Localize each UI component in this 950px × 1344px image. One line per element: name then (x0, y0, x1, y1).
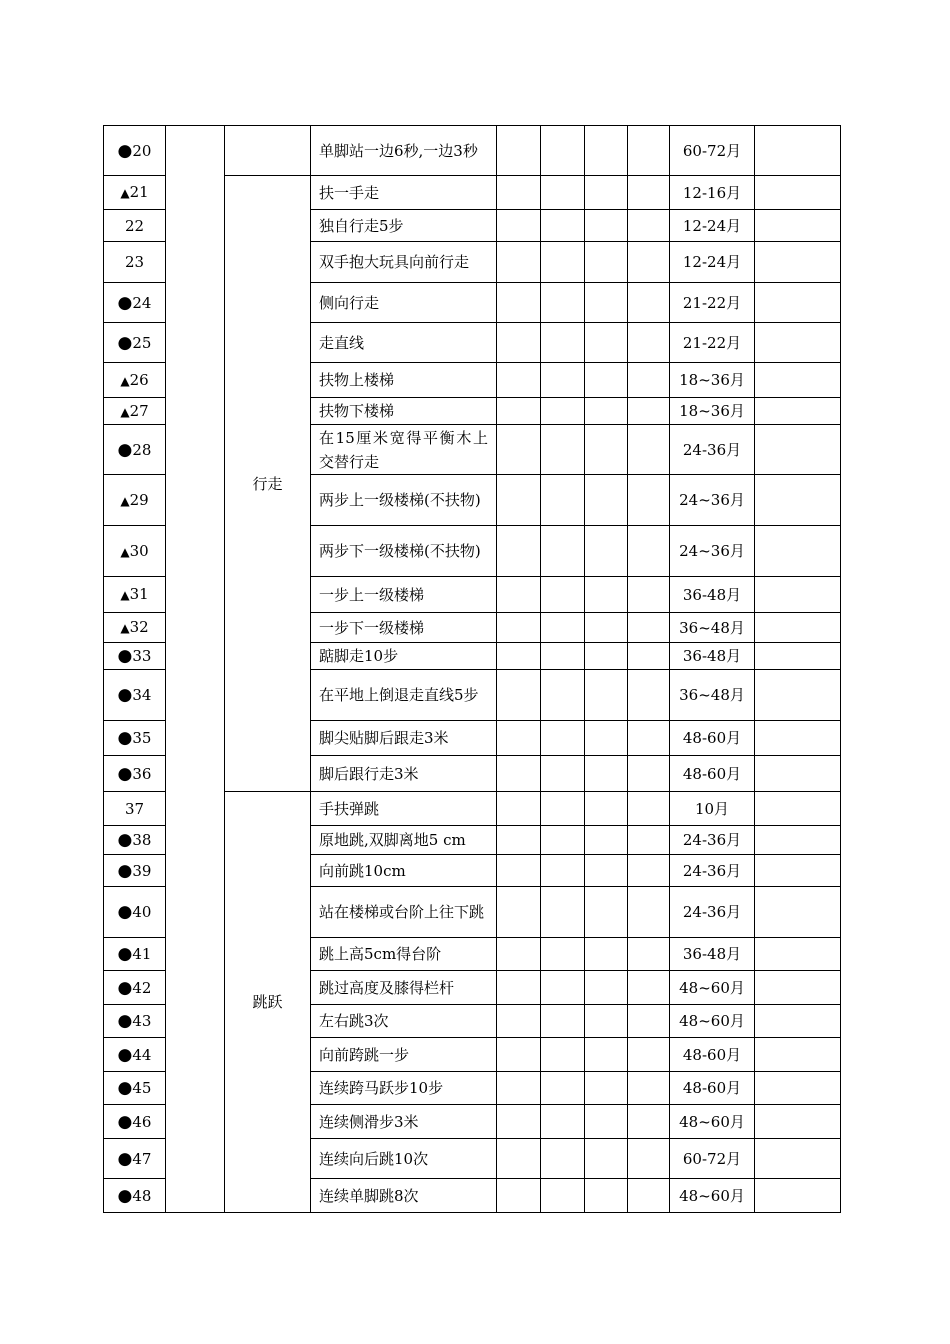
score-cell (585, 756, 628, 792)
score-cell (585, 242, 628, 283)
score-cell (628, 792, 670, 826)
score-cell (497, 721, 541, 756)
filled-circle-marker-icon: ● (117, 977, 133, 998)
filled-circle-marker-icon: ● (117, 1148, 133, 1169)
age-range: 36-48月 (670, 577, 755, 613)
score-cell (541, 1038, 585, 1072)
score-cell (628, 887, 670, 938)
score-cell (497, 971, 541, 1005)
age-range: 48~60月 (670, 971, 755, 1005)
item-description: 向前跳10cm (311, 855, 497, 887)
age-range: 21-22月 (670, 323, 755, 363)
age-range: 48-60月 (670, 1038, 755, 1072)
age-range: 48~60月 (670, 1005, 755, 1038)
item-number (104, 1139, 166, 1179)
notes-cell (755, 126, 841, 176)
score-cell (541, 475, 585, 526)
score-cell (497, 756, 541, 792)
score-cell (585, 526, 628, 577)
score-cell (497, 425, 541, 475)
score-cell (628, 971, 670, 1005)
score-cell (628, 1139, 670, 1179)
score-cell (585, 887, 628, 938)
score-cell (497, 1179, 541, 1213)
triangle-marker-icon: ▲ (120, 544, 130, 559)
filled-circle-marker-icon: ● (117, 1078, 133, 1098)
notes-cell (755, 1105, 841, 1139)
item-number-text: 48 (132, 1186, 152, 1205)
score-cell (541, 210, 585, 242)
item-number (104, 526, 166, 577)
score-cell (585, 826, 628, 855)
item-number-text: 22 (124, 216, 145, 235)
item-number (104, 887, 166, 938)
notes-cell (755, 242, 841, 283)
notes-cell (755, 526, 841, 577)
item-number (104, 475, 166, 526)
item-description: 连续侧滑步3米 (311, 1105, 497, 1139)
age-range: 18~36月 (670, 398, 755, 425)
category-cell (225, 176, 311, 792)
item-number (104, 283, 166, 323)
score-cell (628, 323, 670, 363)
score-cell (497, 176, 541, 210)
notes-cell (755, 323, 841, 363)
notes-cell (755, 971, 841, 1005)
score-cell (497, 475, 541, 526)
item-number (104, 398, 166, 425)
notes-cell (755, 826, 841, 855)
score-cell (585, 283, 628, 323)
score-cell (541, 792, 585, 826)
age-range: 60-72月 (670, 1139, 755, 1179)
item-number-text: 43 (132, 1012, 152, 1030)
item-description: 踮脚走10步 (311, 643, 497, 670)
score-cell (628, 425, 670, 475)
notes-cell (755, 1038, 841, 1072)
score-cell (628, 1005, 670, 1038)
item-description: 左右跳3次 (311, 1005, 497, 1038)
score-cell (585, 1139, 628, 1179)
notes-cell (755, 1005, 841, 1038)
score-cell (628, 1179, 670, 1213)
notes-cell (755, 425, 841, 475)
item-description: 手扶弹跳 (311, 792, 497, 826)
score-cell (628, 242, 670, 283)
score-cell (628, 1038, 670, 1072)
category-label: 行走 (252, 474, 283, 493)
score-cell (541, 526, 585, 577)
score-cell (628, 643, 670, 670)
item-description: 原地跳,双脚离地5 cm (311, 826, 497, 855)
age-range: 36~48月 (670, 670, 755, 721)
filled-circle-marker-icon: ● (117, 1111, 133, 1132)
score-cell (628, 363, 670, 398)
filled-circle-marker-icon: ● (117, 728, 133, 748)
score-cell (497, 1005, 541, 1038)
empty-column-cell (166, 126, 225, 1213)
age-range: 12-24月 (670, 242, 755, 283)
item-number-text: 38 (132, 831, 152, 849)
filled-circle-marker-icon: ● (117, 944, 133, 964)
score-cell (628, 1072, 670, 1105)
score-cell (628, 283, 670, 323)
score-cell (541, 323, 585, 363)
score-cell (585, 323, 628, 363)
item-number (104, 721, 166, 756)
notes-cell (755, 1072, 841, 1105)
item-number-text: 31 (129, 585, 149, 603)
item-description: 跳过高度及膝得栏杆 (311, 971, 497, 1005)
score-cell (541, 887, 585, 938)
category-label: 跳跃 (252, 993, 283, 1011)
item-description: 脚后跟行走3米 (311, 756, 497, 792)
score-cell (541, 425, 585, 475)
score-cell (497, 1139, 541, 1179)
filled-circle-marker-icon: ● (117, 1011, 133, 1031)
filled-circle-marker-icon: ● (117, 292, 133, 313)
item-description: 独自行走5步 (311, 210, 497, 242)
item-description: 站在楼梯或台阶上往下跳 (311, 887, 497, 938)
item-number-text: 28 (132, 440, 152, 459)
score-cell (628, 210, 670, 242)
score-cell (628, 1105, 670, 1139)
table-body (104, 126, 841, 1213)
age-range: 48-60月 (670, 1072, 755, 1105)
item-description: 两步上一级楼梯(不扶物) (311, 475, 497, 526)
filled-circle-marker-icon: ● (117, 646, 133, 666)
age-range: 18~36月 (670, 363, 755, 398)
score-cell (541, 1005, 585, 1038)
age-range: 36~48月 (670, 613, 755, 643)
score-cell (497, 577, 541, 613)
item-number (104, 756, 166, 792)
score-cell (497, 613, 541, 643)
item-number (104, 855, 166, 887)
item-description: 跳上高5cm得台阶 (311, 938, 497, 971)
item-description: 扶物上楼梯 (311, 363, 497, 398)
age-range: 21-22月 (670, 283, 755, 323)
score-cell (585, 938, 628, 971)
score-cell (628, 756, 670, 792)
item-number (104, 1105, 166, 1139)
score-cell (541, 363, 585, 398)
score-cell (541, 613, 585, 643)
item-number (104, 323, 166, 363)
score-cell (628, 398, 670, 425)
score-cell (585, 1179, 628, 1213)
item-number (104, 613, 166, 643)
item-number (104, 938, 166, 971)
score-cell (497, 1105, 541, 1139)
item-description: 扶物下楼梯 (311, 398, 497, 425)
score-cell (541, 1179, 585, 1213)
item-description: 在平地上倒退走直线5步 (311, 670, 497, 721)
score-cell (585, 721, 628, 756)
item-description: 两步下一级楼梯(不扶物) (311, 526, 497, 577)
triangle-marker-icon: ▲ (120, 621, 130, 635)
score-cell (497, 242, 541, 283)
item-number-text: 46 (132, 1112, 152, 1131)
notes-cell (755, 938, 841, 971)
score-cell (541, 855, 585, 887)
item-description: 走直线 (311, 323, 497, 363)
score-cell (541, 670, 585, 721)
score-cell (585, 670, 628, 721)
score-cell (541, 1105, 585, 1139)
notes-cell (755, 363, 841, 398)
item-number (104, 242, 166, 283)
score-cell (585, 1072, 628, 1105)
notes-cell (755, 721, 841, 756)
notes-cell (755, 176, 841, 210)
age-range: 60-72月 (670, 126, 755, 176)
item-number (104, 1179, 166, 1213)
item-number-text: 21 (129, 183, 149, 201)
score-cell (541, 938, 585, 971)
age-range: 48~60月 (670, 1179, 755, 1213)
notes-cell (755, 670, 841, 721)
item-number-text: 47 (132, 1149, 152, 1168)
age-range: 24-36月 (670, 855, 755, 887)
item-number (104, 1072, 166, 1105)
score-cell (628, 475, 670, 526)
age-range: 36-48月 (670, 643, 755, 670)
filled-circle-marker-icon: ● (117, 140, 133, 161)
filled-circle-marker-icon: ● (117, 902, 133, 922)
age-range: 24-36月 (670, 887, 755, 938)
score-cell (628, 176, 670, 210)
score-cell (585, 363, 628, 398)
score-cell (497, 1038, 541, 1072)
item-number (104, 826, 166, 855)
item-number (104, 176, 166, 210)
item-number-text: 36 (132, 764, 152, 783)
score-cell (541, 1072, 585, 1105)
age-range: 36-48月 (670, 938, 755, 971)
notes-cell (755, 756, 841, 792)
score-cell (541, 756, 585, 792)
score-cell (585, 971, 628, 1005)
score-cell (585, 1005, 628, 1038)
item-description: 向前跨跳一步 (311, 1038, 497, 1072)
item-description: 脚尖贴脚后跟走3米 (311, 721, 497, 756)
item-number-text: 40 (132, 903, 152, 921)
notes-cell (755, 613, 841, 643)
score-cell (585, 1105, 628, 1139)
age-range: 48~60月 (670, 1105, 755, 1139)
notes-cell (755, 1179, 841, 1213)
age-range: 12-16月 (670, 176, 755, 210)
score-cell (541, 826, 585, 855)
item-number-text: 24 (132, 293, 152, 312)
item-description: 一步下一级楼梯 (311, 613, 497, 643)
age-range: 12-24月 (670, 210, 755, 242)
score-cell (541, 242, 585, 283)
item-number-text: 34 (132, 686, 152, 704)
item-number-text: 32 (129, 618, 149, 636)
item-description: 在15厘米宽得平衡木上交替行走 (311, 425, 497, 475)
age-range: 24~36月 (670, 526, 755, 577)
item-number-text: 35 (132, 729, 152, 747)
triangle-marker-icon: ▲ (120, 404, 130, 419)
item-number-text: 33 (132, 647, 152, 665)
score-cell (497, 398, 541, 425)
score-cell (497, 126, 541, 176)
item-description: 一步上一级楼梯 (311, 577, 497, 613)
triangle-marker-icon: ▲ (120, 493, 130, 508)
score-cell (628, 938, 670, 971)
score-cell (497, 526, 541, 577)
score-cell (497, 283, 541, 323)
item-number (104, 126, 166, 176)
notes-cell (755, 887, 841, 938)
item-number (104, 1038, 166, 1072)
notes-cell (755, 643, 841, 670)
score-cell (585, 855, 628, 887)
score-cell (497, 363, 541, 398)
score-cell (541, 721, 585, 756)
notes-cell (755, 792, 841, 826)
item-description: 侧向行走 (311, 283, 497, 323)
item-description: 连续向后跳10次 (311, 1139, 497, 1179)
item-number (104, 971, 166, 1005)
item-number-text: 45 (132, 1079, 152, 1097)
item-description: 扶一手走 (311, 176, 497, 210)
score-cell (497, 826, 541, 855)
score-cell (585, 398, 628, 425)
score-cell (585, 577, 628, 613)
filled-circle-marker-icon: ● (117, 1044, 133, 1065)
item-number-text: 44 (132, 1045, 152, 1064)
item-number (104, 643, 166, 670)
score-cell (585, 210, 628, 242)
item-number-text: 20 (132, 141, 152, 160)
score-cell (497, 938, 541, 971)
filled-circle-marker-icon: ● (117, 332, 133, 353)
notes-cell (755, 210, 841, 242)
item-description: 连续跨马跃步10步 (311, 1072, 497, 1105)
score-cell (628, 826, 670, 855)
score-cell (585, 643, 628, 670)
score-cell (585, 475, 628, 526)
filled-circle-marker-icon: ● (117, 1185, 133, 1206)
item-number-text: 30 (129, 541, 149, 560)
score-cell (585, 792, 628, 826)
age-range: 24-36月 (670, 425, 755, 475)
item-number-text: 29 (129, 490, 149, 509)
triangle-marker-icon: ▲ (120, 186, 130, 200)
notes-cell (755, 283, 841, 323)
item-number-text: 25 (132, 333, 152, 352)
score-cell (585, 613, 628, 643)
assessment-table (103, 125, 841, 1213)
filled-circle-marker-icon: ● (117, 763, 133, 784)
filled-circle-marker-icon: ● (117, 439, 133, 460)
item-number (104, 670, 166, 721)
score-cell (585, 126, 628, 176)
triangle-marker-icon: ▲ (120, 588, 130, 602)
score-cell (541, 1139, 585, 1179)
score-cell (497, 670, 541, 721)
item-description: 双手抱大玩具向前行走 (311, 242, 497, 283)
item-number-text: 23 (124, 253, 145, 271)
item-number (104, 363, 166, 398)
score-cell (628, 526, 670, 577)
item-number (104, 792, 166, 826)
item-number (104, 1005, 166, 1038)
triangle-marker-icon: ▲ (120, 373, 130, 388)
notes-cell (755, 855, 841, 887)
item-number-text: 27 (129, 401, 149, 420)
score-cell (497, 323, 541, 363)
notes-cell (755, 398, 841, 425)
score-cell (541, 643, 585, 670)
score-cell (497, 1072, 541, 1105)
score-cell (497, 643, 541, 670)
score-cell (628, 613, 670, 643)
notes-cell (755, 475, 841, 526)
age-range: 24~36月 (670, 475, 755, 526)
age-range: 24-36月 (670, 826, 755, 855)
score-cell (497, 855, 541, 887)
item-number-text: 26 (129, 370, 149, 389)
table-row (104, 126, 841, 176)
score-cell (497, 792, 541, 826)
filled-circle-marker-icon: ● (117, 685, 133, 705)
score-cell (585, 425, 628, 475)
item-number-text: 42 (132, 978, 152, 997)
filled-circle-marker-icon: ● (117, 860, 133, 881)
score-cell (541, 577, 585, 613)
category-cell (225, 792, 311, 1213)
score-cell (497, 887, 541, 938)
item-number (104, 425, 166, 475)
age-range: 48-60月 (670, 756, 755, 792)
item-number-text: 39 (132, 861, 152, 880)
category-cell (225, 126, 311, 176)
item-description: 连续单脚跳8次 (311, 1179, 497, 1213)
score-cell (541, 283, 585, 323)
score-cell (541, 176, 585, 210)
score-cell (585, 1038, 628, 1072)
item-number (104, 210, 166, 242)
score-cell (628, 670, 670, 721)
score-cell (628, 721, 670, 756)
score-cell (628, 855, 670, 887)
item-description: 单脚站一边6秒,一边3秒 (311, 126, 497, 176)
score-cell (541, 398, 585, 425)
item-number-text: 37 (124, 799, 145, 818)
score-cell (497, 210, 541, 242)
score-cell (628, 126, 670, 176)
filled-circle-marker-icon: ● (117, 830, 133, 850)
notes-cell (755, 1139, 841, 1179)
score-cell (628, 577, 670, 613)
score-cell (541, 971, 585, 1005)
score-cell (585, 176, 628, 210)
age-range: 48-60月 (670, 721, 755, 756)
item-number (104, 577, 166, 613)
score-cell (541, 126, 585, 176)
notes-cell (755, 577, 841, 613)
item-number-text: 41 (132, 945, 152, 963)
age-range: 10月 (670, 792, 755, 826)
